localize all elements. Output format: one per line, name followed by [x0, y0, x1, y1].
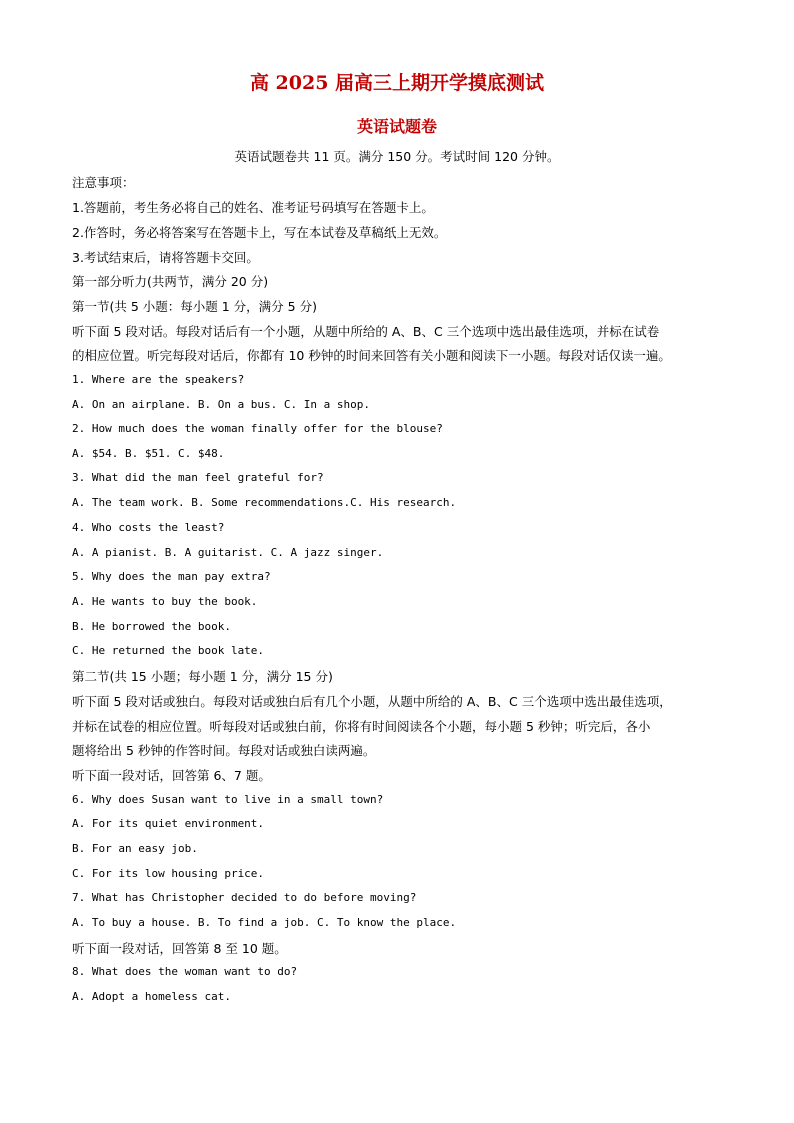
question-1: 1. Where are the speakers? [72, 373, 245, 386]
question-2-options: A. $54. B. $51. C. $48. [72, 447, 225, 460]
question-3: 3. What did the man feel grateful for? [72, 471, 324, 484]
question-8: 8. What does the woman want to do? [72, 965, 298, 978]
section-one-heading: 第一节(共 5 小题：每小题 1 分，满分 5 分) [72, 299, 317, 314]
notice-item-1: 1.答题前，考生务必将自己的姓名、准考证号码填写在答题卡上。 [72, 200, 434, 215]
question-6-option-c: C. For its low housing price. [72, 867, 265, 880]
question-4-options: A. A pianist. B. A guitarist. C. A jazz singer. [72, 546, 384, 559]
question-7-options: A. To buy a house. B. To find a job. C. To know the place. [72, 916, 457, 929]
question-5: 5. Why does the man pay extra? [72, 570, 271, 583]
section-two-heading: 第二节(共 15 小题；每小题 1 分，满分 15 分) [72, 669, 333, 684]
exam-info: 英语试题卷共 11 页。满分 150 分。考试时间 120 分钟。 [234, 149, 560, 164]
section-one-instruction-line2: 的相应位置。听完每段对话后，你都有 10 秒钟的时间来回答有关小题和阅读下一小题。每段对话仅读一遍。 [72, 348, 671, 363]
dialogue-6-7-heading: 听下面一段对话，回答第 6、7 题。 [72, 768, 271, 783]
notice-heading: 注意事项： [72, 175, 135, 190]
notice-item-2: 2.作答时，务必将答案写在答题卡上，写在本试卷及草稿纸上无效。 [72, 225, 447, 240]
section-two-instruction-line1: 听下面 5 段对话或独白。每段对话或独白后有几个小题，从题中所给的 A、B、C 三个选项中选出最佳选项， [72, 694, 672, 709]
exam-title: 高 2025 届高三上期开学摸底测试 [249, 72, 545, 94]
question-3-options: A. The team work. B. Some recommendations.C. His research. [72, 496, 457, 509]
section-two-instruction-line3: 题将给出 5 秒钟的作答时间。每段对话或独白读两遍。 [72, 743, 376, 758]
question-4: 4. Who costs the least? [72, 521, 225, 534]
question-8-option-a: A. Adopt a homeless cat. [72, 990, 231, 1003]
question-5-option-b: B. He borrowed the book. [72, 620, 231, 633]
question-1-options: A. On an airplane. B. On a bus. C. In a shop. [72, 398, 371, 411]
exam-subtitle: 英语试题卷 [356, 117, 437, 136]
section-two-instruction-line2: 并标在试卷的相应位置。听每段对话或独白前，你将有时间阅读各个小题，每小题 5 秒钟；听完后，各小 [72, 719, 651, 734]
question-7: 7. What has Christopher decided to do before moving? [72, 891, 417, 904]
question-6: 6. Why does Susan want to live in a small town? [72, 793, 384, 806]
question-2: 2. How much does the woman finally offer for the blouse? [72, 422, 443, 435]
question-6-option-b: B. For an easy job. [72, 842, 198, 855]
part-one-heading: 第一部分听力(共两节，满分 20 分) [72, 274, 269, 289]
dialogue-8-10-heading: 听下面一段对话，回答第 8 至 10 题。 [72, 941, 287, 956]
question-5-option-c: C. He returned the book late. [72, 644, 265, 657]
question-5-option-a: A. He wants to buy the book. [72, 595, 258, 608]
section-one-instruction-line1: 听下面 5 段对话。每段对话后有一个小题，从题中所给的 A、B、C 三个选项中选出最佳选项，并标在试卷 [72, 324, 660, 339]
question-6-option-a: A. For its quiet environment. [72, 817, 265, 830]
notice-item-3: 3.考试结束后，请将答题卡交回。 [72, 250, 259, 265]
